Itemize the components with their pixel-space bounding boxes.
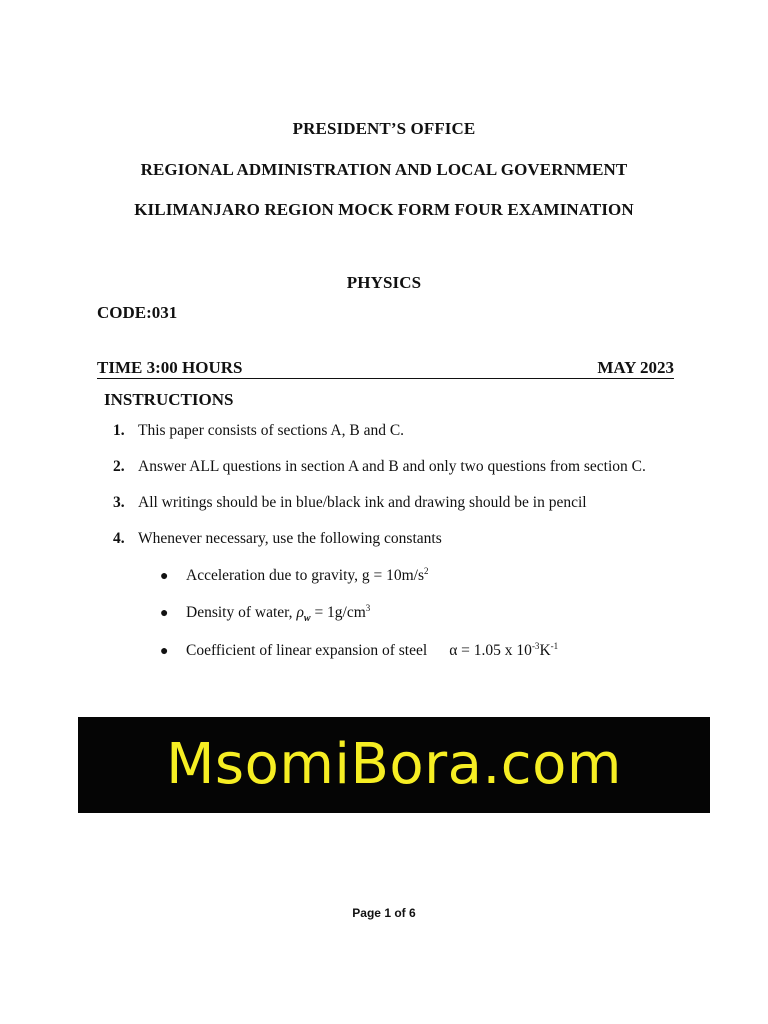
instruction-number: 3. — [113, 494, 125, 511]
header-line-office: PRESIDENT’S OFFICE — [292, 119, 476, 138]
bullet-icon: ● — [160, 606, 169, 621]
instructions-title: INSTRUCTIONS — [104, 390, 234, 409]
header-line-administration: REGIONAL ADMINISTRATION AND LOCAL GOVERNMENT — [140, 160, 628, 179]
instruction-item — [113, 422, 404, 440]
constant-density-value: = 1g/cm — [310, 604, 366, 621]
constant-gravity-exponent: 2 — [424, 566, 429, 576]
constant-density — [160, 604, 370, 624]
density-symbol: ρ — [296, 604, 304, 621]
bullet-icon: ● — [160, 644, 169, 659]
page-number: Page 1 of 6 — [352, 906, 416, 920]
constant-density-label: Density of water, — [186, 604, 297, 621]
header-line-examination: KILIMANJARO REGION MOCK FORM FOUR EXAMINATION — [134, 200, 634, 219]
instruction-number: 2. — [113, 458, 125, 475]
constant-gravity — [160, 567, 429, 585]
instruction-number: 4. — [113, 530, 125, 547]
constant-expansion-value: α = 1.05 x 10 — [449, 642, 532, 659]
banner-logo-text: MsomiBora.com — [166, 732, 622, 797]
total-pages: 6 — [409, 906, 416, 920]
constant-expansion-exponent: -3 — [531, 641, 540, 651]
bullet-icon: ● — [160, 569, 169, 584]
current-page: 1 — [384, 906, 391, 920]
constant-density-exponent: 3 — [365, 603, 371, 613]
exam-date: MAY 2023 — [597, 358, 674, 377]
constant-expansion-label: Coefficient of linear expansion of steel — [186, 642, 428, 659]
constant-expansion-unit: K — [539, 642, 551, 659]
subject-title: PHYSICS — [346, 273, 422, 292]
constant-expansion — [160, 642, 558, 660]
density-subscript: w — [303, 613, 311, 625]
instruction-text: Whenever necessary, use the following constants — [138, 530, 442, 547]
instruction-number: 1. — [113, 422, 125, 439]
time-date-bar — [97, 358, 674, 379]
exam-duration: TIME 3:00 HOURS — [97, 358, 243, 377]
instruction-item — [113, 530, 442, 548]
instruction-text: All writings should be in blue/black ink and drawing should be in pencil — [138, 494, 587, 511]
instruction-item — [113, 458, 646, 476]
constant-gravity-text: Acceleration due to gravity, g = 10m/s — [186, 567, 425, 584]
instruction-text: This paper consists of sections A, B and C. — [138, 422, 405, 439]
instruction-item — [113, 494, 587, 512]
constant-expansion-unit-exponent: -1 — [550, 641, 559, 651]
msomibora-banner — [78, 717, 710, 813]
instruction-text: Answer ALL questions in section A and B and only two questions from section C. — [138, 458, 646, 475]
subject-code: CODE:031 — [97, 303, 178, 322]
